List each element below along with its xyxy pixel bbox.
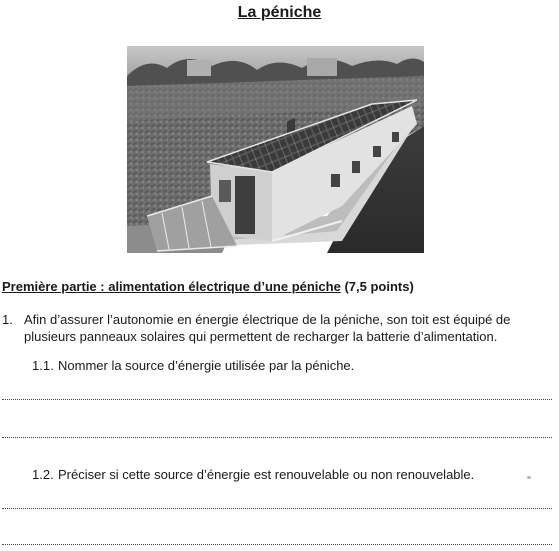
answer-line[interactable]	[2, 437, 552, 438]
subquestion-1-1-text: Nommer la source d’énergie utilisée par la péniche.	[58, 358, 355, 373]
question-1	[2, 311, 557, 345]
subquestion-1-2-number: 1.2.	[32, 467, 54, 482]
answer-line[interactable]	[2, 399, 552, 400]
question-1-text: Afin d’assurer l’autonomie en énergie électrique de la péniche, son toit est équipé de plusieurs panneaux solaires qui permettent de recharger la batterie d’alimentation.	[24, 312, 511, 344]
page-title: La péniche	[237, 4, 322, 21]
answer-line[interactable]	[2, 508, 552, 509]
section-heading-points: (7,5 points)	[340, 279, 414, 294]
subquestion-1-2-text: Préciser si cette source d’énergie est renouvelable ou non renouvelable.	[58, 467, 475, 482]
section-heading	[2, 279, 414, 294]
subquestion-1-1	[32, 358, 354, 373]
answer-line[interactable]	[2, 544, 552, 545]
subquestion-1-1-number: 1.1.	[32, 358, 54, 373]
question-1-number: 1.	[2, 312, 13, 327]
smudge-mark	[527, 476, 531, 479]
subquestion-1-2	[32, 467, 474, 482]
houseboat-photo	[127, 46, 424, 253]
section-heading-title: Première partie : alimentation électrique d’une péniche	[2, 279, 341, 294]
